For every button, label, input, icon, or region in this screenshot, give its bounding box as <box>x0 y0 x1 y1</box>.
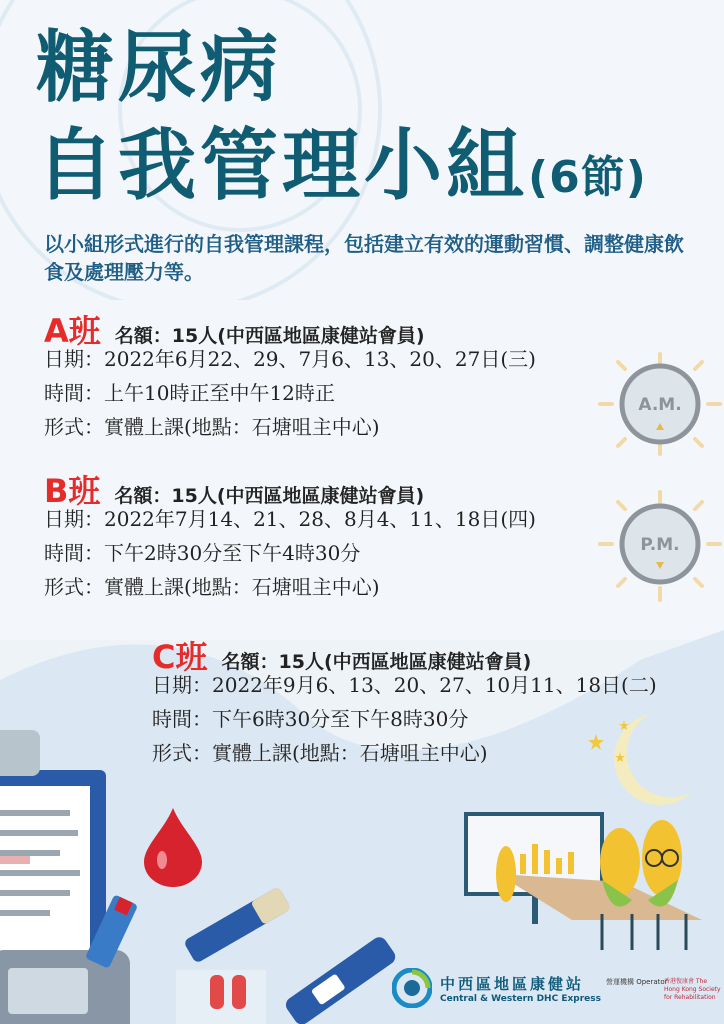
class-c-header <box>152 632 657 676</box>
class-a-header <box>44 306 536 350</box>
class-a-label: A班 <box>44 312 101 350</box>
class-c-quota: 名額：15人(中西區地區康健站會員) <box>221 651 532 673</box>
class-a-format: 形式：實體上課(地點：石塘咀主中心) <box>44 415 380 439</box>
class-c-format: 形式：實體上課(地點：石塘咀主中心) <box>152 741 488 765</box>
class-b-format: 形式：實體上課(地點：石塘咀主中心) <box>44 575 380 599</box>
page-title-line1: 糖尿病 <box>36 23 283 113</box>
am-clock-label: A.M. <box>638 395 682 415</box>
session-count: (6節) <box>528 152 647 203</box>
pm-clock-label: P.M. <box>640 535 680 555</box>
pm-clock-icon <box>598 490 722 604</box>
dhc-logo-cn: 中西區地區康健站 <box>440 974 585 993</box>
class-b-label: B班 <box>44 472 101 510</box>
glucose-meter-illustration <box>0 880 400 1024</box>
class-b-date: 日期：2022年7月14、21、28、8月4、11、18日(四) <box>44 507 536 531</box>
operator-label: 營運機構 Operator <box>606 978 668 986</box>
dhc-logo-icon <box>392 968 432 1008</box>
class-a-time: 時間：上午10時正至中午12時正 <box>44 381 335 405</box>
intro-text: 以小組形式進行的自我管理課程，包括建立有效的運動習慣、調整健康飲食及處理壓力等。 <box>44 232 684 284</box>
class-b-time: 時間：下午2時30分至下午4時30分 <box>44 541 361 565</box>
dhc-logo-en: Central & Western DHC Express <box>440 993 601 1004</box>
class-a-block <box>44 306 536 444</box>
page-title-line2 <box>36 118 647 226</box>
dhc-logo-text <box>440 973 601 1004</box>
class-c-label: C班 <box>152 638 208 676</box>
page-title-main: 自我管理小組 <box>36 121 529 211</box>
operator-name: 香港復康會 The Hong Kong Society for Rehabilitation <box>664 978 721 1001</box>
class-c-time: 時間：下午6時30分至下午8時30分 <box>152 707 469 731</box>
class-a-quota: 名額：15人(中西區地區康健站會員) <box>114 325 425 347</box>
dhc-logo <box>392 968 601 1008</box>
blood-drop-icon <box>142 806 204 888</box>
am-clock-icon <box>598 352 722 456</box>
class-a-date: 日期：2022年6月22、29、7月6、13、20、27日(三) <box>44 347 536 371</box>
class-c-date: 日期：2022年9月6、13、20、27、10月11、18日(二) <box>152 673 657 697</box>
class-b-block <box>44 466 536 604</box>
class-b-header <box>44 466 536 510</box>
class-b-quota: 名額：15人(中西區地區康健站會員) <box>114 485 425 507</box>
corn-classroom-illustration <box>462 810 724 960</box>
moon-icon <box>580 708 724 808</box>
